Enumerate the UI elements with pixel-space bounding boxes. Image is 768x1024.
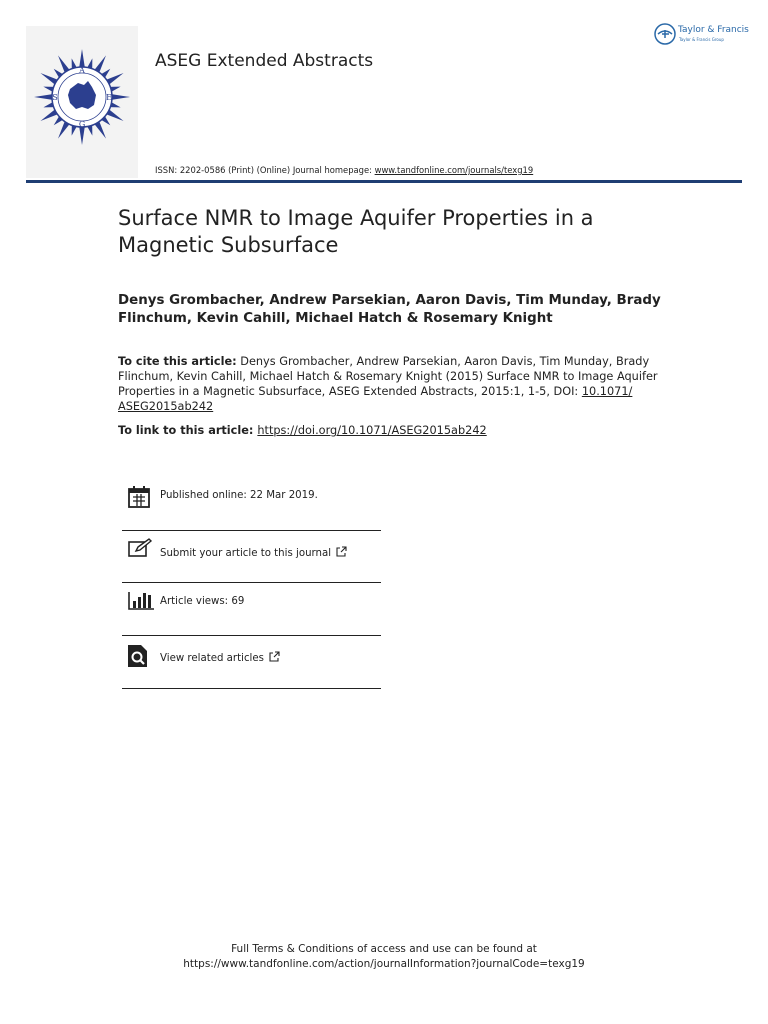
article-title: Surface NMR to Image Aquifer Properties in a Magnetic Subsurface [118,206,594,257]
issn-line [155,165,533,175]
journal-name: ASEG Extended Abstracts [155,51,374,71]
article-doi-link[interactable]: https://doi.org/10.1071/ASEG2015ab242 [257,424,487,437]
header-divider [26,180,742,183]
logo-letter-e: E [106,93,112,102]
related-articles-text: View related articles [160,653,264,664]
taylor-francis-icon [654,22,678,46]
submit-article-text: Submit your article to this journal [160,548,332,559]
citation-block [118,354,678,414]
external-link-icon [336,546,347,557]
article-views: Article views: 69 [160,596,245,607]
logo-ray [110,94,130,100]
footer-terms-url[interactable]: https://www.tandfonline.com/action/journalInformation?journalCode=texg19 [183,958,585,970]
calendar-icon [127,485,151,509]
footer-terms-text: Full Terms & Conditions of access and use can be found at [231,943,537,955]
article-link-line [118,424,678,437]
logo-letter-g: G [78,120,86,129]
publisher-group: Taylor & Francis Group [679,37,724,42]
article-authors: Denys Grombacher, Andrew Parsekian, Aaron Davis, Tim Munday, Brady Flinchum, Kevin Cahill, Michael Hatch & Rosemary Knight [118,293,661,326]
aseg-sunburst-logo [26,26,138,178]
related-articles-link[interactable] [160,651,280,664]
journal-logo [26,26,138,178]
citation-label: To cite this article: [118,355,237,368]
bar-chart-icon [127,591,155,611]
info-divider [122,582,381,583]
info-divider [122,530,381,531]
logo-letter-a: A [79,66,85,75]
logo-letter-s: S [52,93,58,102]
link-label: To link to this article: [118,424,258,437]
publisher-name: Taylor & Francis [678,25,749,35]
submit-article-link[interactable] [160,546,347,559]
info-divider [122,635,381,636]
citation-text: Denys Grombacher, Andrew Parsekian, Aaron Davis, Tim Munday, Brady Flinchum, Kevin Cahill, Michael Hatch & Rosemary Knight (2015) Surface NMR to Image Aquifer Properties in a Magnetic Subsurface, ASEG Extended Abstracts, 2015:1, 1-5, DOI: [118,355,658,398]
published-date: Published online: 22 Mar 2019. [160,490,318,501]
logo-ray [34,94,54,100]
external-link-icon [269,651,280,662]
citation-doi-link[interactable]: 10.1071/ ASEG2015ab242 [118,385,633,413]
edit-icon [127,538,153,560]
issn-text: ISSN: 2202-0586 (Print) (Online) Journal homepage: [155,165,375,175]
info-divider [122,688,381,689]
footer [0,942,768,972]
related-articles-icon [127,644,149,668]
journal-homepage-link[interactable]: www.tandfonline.com/journals/texg19 [374,165,534,175]
